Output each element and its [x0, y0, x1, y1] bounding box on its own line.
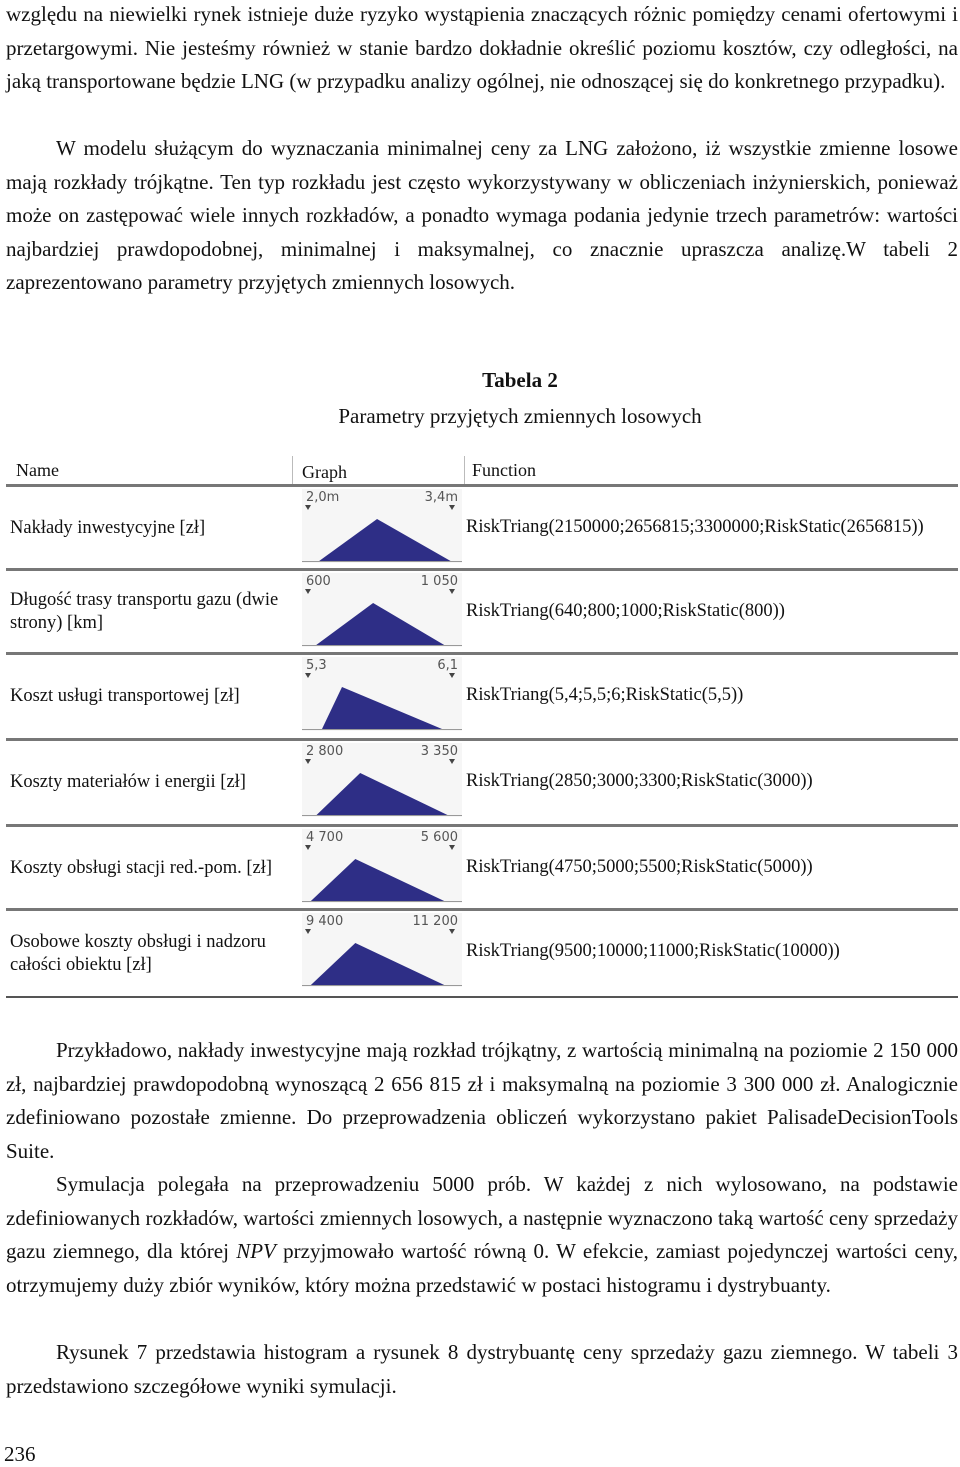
page-number: 236	[4, 1442, 36, 1466]
risk-function: RiskTriang(2850;3000;3300;RiskStatic(3000))	[466, 771, 813, 791]
risk-function: RiskTriang(9500;10000;11000;RiskStatic(10000))	[466, 941, 840, 961]
paragraph-figures: Rysunek 7 przedstawia histogram a rysunek 8 dystrybuantę ceny sprzedaży gazu ziemnego. W tabeli 3 przedstawiono szczegółowe wyniki symulacji.	[6, 1340, 958, 1398]
triangular-distribution-graph	[298, 657, 462, 731]
right-bound-label: 6,1	[437, 658, 458, 673]
right-bound-label: 5 600	[420, 830, 458, 845]
risk-function: RiskTriang(2150000;2656815;3300000;RiskStatic(2656815))	[466, 517, 924, 537]
left-bound-label: 4 700	[306, 830, 344, 845]
variable-name: Nakłady inwestycyjne [zł]	[10, 518, 206, 538]
risk-function: RiskTriang(640;800;1000;RiskStatic(800))	[466, 601, 785, 621]
triangular-distribution-graph	[298, 829, 462, 903]
left-bound-label: 600	[306, 574, 331, 589]
header-divider	[292, 456, 293, 484]
right-bound-label: 1 050	[420, 574, 458, 589]
paragraph-example: Przykładowo, nakłady inwestycyjne mają rozkład trójkątny, z wartością minimalną na poziomie 2 150 000 zł, najbardziej prawdopodobną wynoszącą 2 656 815 zł i maksymalną na poziomie 3 300 000 zł. Analogicznie zdefiniowano pozostałe zmienne. Do przeprowadzenia obliczeń wykorzystano pakiet PalisadeDecisionTools Suite.	[6, 1038, 958, 1163]
table-row	[6, 908, 958, 997]
parameters-table	[6, 456, 958, 998]
triangular-distribution-graph	[298, 573, 462, 647]
distribution-svg	[298, 829, 462, 903]
simulation-text-start: Symulacja polegała na przeprowadzeniu 5000 prób. W każdej z nich wylosowano, na podstawie zdefiniowanych rozkładów, wartości zmiennych losowych, a następnie wyznaczono taką wartość ceny sprzedaży gazu ziemnego, dla której	[6, 1172, 958, 1264]
table-row	[6, 738, 958, 823]
right-bound-label: 11 200	[412, 914, 458, 929]
distribution-svg	[298, 657, 462, 731]
left-bound-label: 5,3	[306, 658, 327, 673]
risk-function: RiskTriang(4750;5000;5500;RiskStatic(5000))	[466, 857, 813, 877]
distribution-svg	[298, 489, 462, 563]
table-row	[6, 568, 958, 653]
right-bound-label: 3 350	[420, 744, 458, 759]
npv-term: NPV	[236, 1239, 276, 1264]
table-number: Tabela 2	[482, 368, 558, 392]
table-title: Parametry przyjętych zmiennych losowych	[338, 404, 702, 428]
variable-name: Koszty materiałów i energii [zł]	[10, 772, 246, 792]
paragraph-intro: względu na niewielki rynek istnieje duże ryzyko wystąpienia znaczących różnic pomiędzy cenami ofertowymi i przetargowymi. Nie jesteśmy również w stanie bardzo dokładnie określić poziomu kosztów, czy odległości, na jaką transportowane będzie LNG (w przypadku analizy ogólnej, nie odnoszącej się do konkretnego przypadku).	[6, 2, 958, 94]
variable-name: Koszt usługi transportowej [zł]	[10, 686, 240, 706]
triangular-distribution-graph	[298, 489, 462, 563]
distribution-svg	[298, 743, 462, 817]
right-bound-label: 3,4m	[424, 490, 458, 505]
header-divider	[464, 456, 465, 484]
left-bound-label: 2,0m	[306, 490, 340, 505]
header-function: Function	[472, 460, 537, 480]
variable-name: Koszty obsługi stacji red.-pom. [zł]	[10, 858, 273, 878]
variable-name: Długość trasy transportu gazu (dwie strony) [km]	[10, 590, 279, 633]
table-header	[6, 456, 958, 484]
table-row	[6, 824, 958, 909]
table-row	[6, 484, 958, 569]
triangular-distribution-graph	[298, 743, 462, 817]
paragraph-model: W modelu służącym do wyznaczania minimalnej ceny za LNG założono, iż wszystkie zmienne losowe mają rozkłady trójkątne. Ten typ rozkładu jest często wykorzystywany w obliczeniach inżynierskich, ponieważ może on zastępować wiele innych rozkładów, a ponadto wymaga podania jedynie trzech parametrów: wartości najbardziej prawdopodobnej, minimalnej i maksymalnej, co znacznie upraszcza analizę.W tabeli 2 zaprezentowano parametry przyjętych zmiennych losowych.	[6, 136, 958, 295]
distribution-svg	[298, 913, 462, 987]
left-bound-label: 9 400	[306, 914, 344, 929]
left-bound-label: 2 800	[306, 744, 344, 759]
header-graph: Graph	[302, 462, 347, 482]
header-name: Name	[16, 460, 59, 480]
distribution-svg	[298, 573, 462, 647]
triangular-distribution-graph	[298, 913, 462, 987]
variable-name: Osobowe koszty obsługi i nadzoru całości obiektu [zł]	[10, 932, 266, 975]
simulation-text-end: przyjmowało wartość równą 0. W efekcie, zamiast pojedynczej wartości ceny, otrzymujemy duży zbiór wyników, który można przedstawić w postaci histogramu i dystrybuanty.	[6, 1239, 958, 1297]
table-row	[6, 652, 958, 737]
risk-function: RiskTriang(5,4;5,5;6;RiskStatic(5,5))	[466, 685, 744, 705]
paragraph-simulation	[6, 1168, 958, 1302]
